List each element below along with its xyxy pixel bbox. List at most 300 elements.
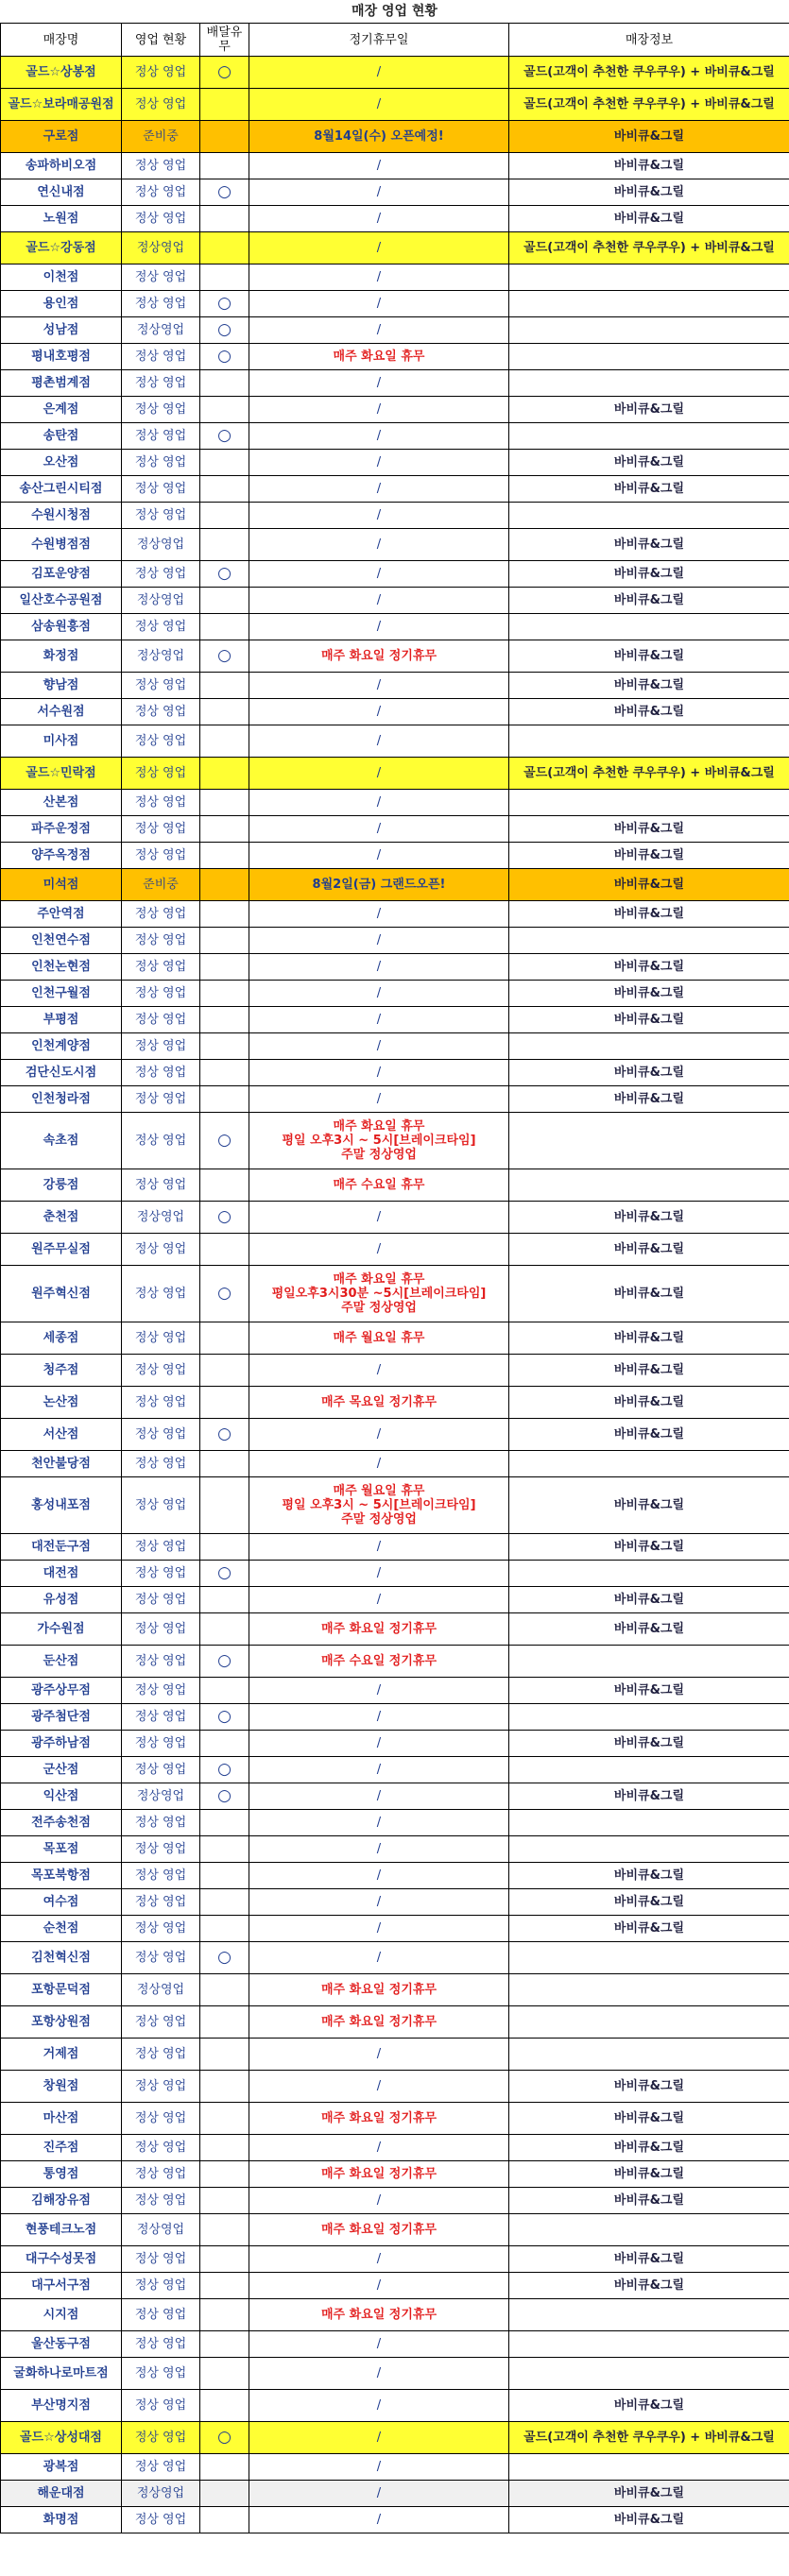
store-info-cell: 바비큐&그릴 xyxy=(509,843,789,869)
store-info-cell: 바비큐&그릴 xyxy=(509,1678,789,1704)
store-name-cell: 인천연수점 xyxy=(1,928,122,954)
status-cell: 정상영업 xyxy=(122,2214,200,2246)
store-name-cell: 골드☆강동점 xyxy=(1,232,122,264)
store-name-cell: 부평점 xyxy=(1,1007,122,1033)
holiday-cell: / xyxy=(249,1916,509,1942)
holiday-cell: / xyxy=(249,2331,509,2358)
holiday-cell: / xyxy=(249,1060,509,1086)
delivery-cell: ○ xyxy=(200,57,249,89)
store-name-cell: 논산점 xyxy=(1,1387,122,1419)
delivery-cell: ○ xyxy=(200,1113,249,1169)
holiday-cell: / xyxy=(249,2071,509,2103)
status-cell: 정상 영업 xyxy=(122,2273,200,2299)
status-cell: 정상 영업 xyxy=(122,758,200,790)
delivery-cell xyxy=(200,2039,249,2071)
store-info-cell: 바비큐&그릴 xyxy=(509,1234,789,1266)
status-cell: 정상 영업 xyxy=(122,344,200,370)
status-cell: 정상 영업 xyxy=(122,1387,200,1419)
holiday-cell: / xyxy=(249,370,509,397)
table-row xyxy=(1,816,789,843)
holiday-cell: / xyxy=(249,423,509,450)
holiday-cell xyxy=(249,1266,509,1322)
store-info-cell: 골드(고객이 추천한 쿠우쿠우) + 바비큐&그릴 xyxy=(509,2422,789,2454)
store-info-cell xyxy=(509,2214,789,2246)
table-row xyxy=(1,2422,789,2454)
status-cell: 정상영업 xyxy=(122,588,200,614)
holiday-cell: / xyxy=(249,153,509,179)
status-cell: 정상 영업 xyxy=(122,699,200,725)
table-row xyxy=(1,1060,789,1086)
store-name-cell: 천안불당점 xyxy=(1,1451,122,1477)
status-cell: 정상 영업 xyxy=(122,2103,200,2135)
store-info-cell: 바비큐&그릴 xyxy=(509,816,789,843)
table-row xyxy=(1,2454,789,2481)
store-info-cell: 바비큐&그릴 xyxy=(509,1534,789,1561)
store-info-cell xyxy=(509,1836,789,1863)
header-delivery: 배달유무 xyxy=(200,24,249,57)
table-row xyxy=(1,588,789,614)
store-info-cell: 바비큐&그릴 xyxy=(509,901,789,928)
table-row xyxy=(1,1863,789,1889)
store-name-cell: 미석점 xyxy=(1,869,122,901)
table-row xyxy=(1,264,789,291)
store-name-cell: 대전둔구점 xyxy=(1,1534,122,1561)
delivery-cell xyxy=(200,901,249,928)
table-row xyxy=(1,2358,789,2390)
store-name-cell: 원주무실점 xyxy=(1,1234,122,1266)
holiday-cell: / xyxy=(249,317,509,344)
store-name-cell: 강릉점 xyxy=(1,1169,122,1202)
delivery-cell xyxy=(200,843,249,869)
status-cell: 정상 영업 xyxy=(122,423,200,450)
table-row xyxy=(1,790,789,816)
holiday-cell: 매주 화요일 정기휴무 xyxy=(249,2299,509,2331)
store-info-cell: 바비큐&그릴 xyxy=(509,1587,789,1613)
status-cell: 정상 영업 xyxy=(122,89,200,121)
store-name-cell: 골드☆보라매공원점 xyxy=(1,89,122,121)
delivery-cell xyxy=(200,1587,249,1613)
delivery-cell xyxy=(200,1387,249,1419)
store-name-cell: 대전점 xyxy=(1,1561,122,1587)
delivery-cell xyxy=(200,121,249,153)
store-info-cell: 바비큐&그릴 xyxy=(509,1477,789,1534)
status-cell: 정상 영업 xyxy=(122,370,200,397)
store-info-cell: 바비큐&그릴 xyxy=(509,450,789,476)
delivery-cell xyxy=(200,397,249,423)
delivery-cell: ○ xyxy=(200,561,249,588)
store-info-cell xyxy=(509,614,789,640)
store-name-cell: 익산점 xyxy=(1,1783,122,1810)
store-name-cell: 화명점 xyxy=(1,2507,122,2533)
delivery-cell xyxy=(200,790,249,816)
table-row xyxy=(1,450,789,476)
holiday-cell: / xyxy=(249,1889,509,1916)
holiday-cell: / xyxy=(249,2454,509,2481)
delivery-cell xyxy=(200,153,249,179)
store-info-cell: 바비큐&그릴 xyxy=(509,981,789,1007)
holiday-cell: / xyxy=(249,2481,509,2507)
holiday-cell: / xyxy=(249,1678,509,1704)
table-row xyxy=(1,614,789,640)
delivery-cell xyxy=(200,2507,249,2533)
table-row xyxy=(1,1322,789,1355)
store-info-cell xyxy=(509,1757,789,1783)
delivery-cell xyxy=(200,1322,249,1355)
delivery-cell: ○ xyxy=(200,344,249,370)
table-row xyxy=(1,503,789,529)
holiday-cell: / xyxy=(249,1810,509,1836)
store-info-cell: 바비큐&그릴 xyxy=(509,588,789,614)
holiday-cell: / xyxy=(249,1942,509,1974)
holiday-cell: / xyxy=(249,2273,509,2299)
holiday-cell: / xyxy=(249,179,509,206)
store-name-cell: 청주점 xyxy=(1,1355,122,1387)
holiday-cell: / xyxy=(249,725,509,758)
table-row xyxy=(1,640,789,673)
status-cell: 정상영업 xyxy=(122,2481,200,2507)
holiday-cell: / xyxy=(249,1863,509,1889)
status-cell: 정상 영업 xyxy=(122,614,200,640)
store-info-cell xyxy=(509,1942,789,1974)
store-info-cell: 바비큐&그릴 xyxy=(509,2071,789,2103)
store-info-cell xyxy=(509,1646,789,1678)
store-name-cell: 미사점 xyxy=(1,725,122,758)
status-cell: 정상 영업 xyxy=(122,2246,200,2273)
status-cell: 정상 영업 xyxy=(122,1355,200,1387)
delivery-cell: ○ xyxy=(200,1202,249,1234)
holiday-cell: / xyxy=(249,954,509,981)
header-holiday: 정기휴무일 xyxy=(249,24,509,57)
store-name-cell: 화정점 xyxy=(1,640,122,673)
table-row xyxy=(1,1613,789,1646)
store-name-cell: 검단신도시점 xyxy=(1,1060,122,1086)
status-cell: 정상영업 xyxy=(122,1202,200,1234)
delivery-cell xyxy=(200,1889,249,1916)
store-name-cell: 대구서구점 xyxy=(1,2273,122,2299)
table-row xyxy=(1,89,789,121)
store-name-cell: 굴화하나로마트점 xyxy=(1,2358,122,2390)
store-info-cell: 바비큐&그릴 xyxy=(509,1419,789,1451)
table-row xyxy=(1,2188,789,2214)
holiday-cell: / xyxy=(249,1783,509,1810)
page-title: 매장 영업 현황 xyxy=(352,4,437,19)
delivery-cell xyxy=(200,725,249,758)
holiday-cell: 매주 화요일 정기휴무 xyxy=(249,2103,509,2135)
table-row xyxy=(1,954,789,981)
store-name-cell: 속초점 xyxy=(1,1113,122,1169)
delivery-cell xyxy=(200,264,249,291)
status-cell: 정상 영업 xyxy=(122,291,200,317)
table-row xyxy=(1,206,789,232)
table-row xyxy=(1,2331,789,2358)
delivery-cell xyxy=(200,476,249,503)
holiday-cell: / xyxy=(249,291,509,317)
status-cell: 정상 영업 xyxy=(122,2161,200,2188)
table-row xyxy=(1,1419,789,1451)
status-cell: 정상영업 xyxy=(122,640,200,673)
delivery-cell xyxy=(200,1613,249,1646)
header-row xyxy=(1,24,789,57)
table-row xyxy=(1,561,789,588)
delivery-cell xyxy=(200,954,249,981)
delivery-cell xyxy=(200,1916,249,1942)
delivery-cell: ○ xyxy=(200,1942,249,1974)
holiday-cell: / xyxy=(249,1451,509,1477)
table-row xyxy=(1,2214,789,2246)
store-name-cell: 인천구월점 xyxy=(1,981,122,1007)
table-row xyxy=(1,1783,789,1810)
delivery-cell xyxy=(200,2273,249,2299)
store-info-cell: 바비큐&그릴 xyxy=(509,1783,789,1810)
store-table xyxy=(0,23,789,2533)
store-info-cell xyxy=(509,2454,789,2481)
store-name-cell: 여수점 xyxy=(1,1889,122,1916)
status-cell: 정상 영업 xyxy=(122,2188,200,2214)
table-row xyxy=(1,2273,789,2299)
header-status: 영업 현황 xyxy=(122,24,200,57)
holiday-cell: / xyxy=(249,232,509,264)
table-row xyxy=(1,2103,789,2135)
store-info-cell: 바비큐&그릴 xyxy=(509,640,789,673)
status-cell: 정상 영업 xyxy=(122,57,200,89)
store-name-cell: 창원점 xyxy=(1,2071,122,2103)
store-name-cell: 송탄점 xyxy=(1,423,122,450)
holiday-line: 주말 정상영업 xyxy=(341,1512,417,1527)
holiday-cell: / xyxy=(249,476,509,503)
table-row xyxy=(1,476,789,503)
store-name-cell: 인천계양점 xyxy=(1,1033,122,1060)
store-info-cell: 바비큐&그릴 xyxy=(509,2273,789,2299)
delivery-cell: ○ xyxy=(200,317,249,344)
holiday-cell: / xyxy=(249,816,509,843)
holiday-line: 평일오후3시30분 ~5시[브레이크타임] xyxy=(271,1287,487,1301)
delivery-cell xyxy=(200,2071,249,2103)
store-info-cell: 바비큐&그릴 xyxy=(509,1355,789,1387)
store-info-cell: 바비큐&그릴 xyxy=(509,869,789,901)
status-cell: 정상 영업 xyxy=(122,1916,200,1942)
store-name-cell: 김포운양점 xyxy=(1,561,122,588)
delivery-cell xyxy=(200,232,249,264)
table-row xyxy=(1,1974,789,2006)
store-info-cell xyxy=(509,1561,789,1587)
store-info-cell xyxy=(509,2006,789,2039)
delivery-cell xyxy=(200,1836,249,1863)
store-name-cell: 마산점 xyxy=(1,2103,122,2135)
status-cell: 정상 영업 xyxy=(122,397,200,423)
table-row xyxy=(1,370,789,397)
table-row xyxy=(1,928,789,954)
delivery-cell xyxy=(200,2246,249,2273)
holiday-cell: / xyxy=(249,2358,509,2390)
store-info-cell: 골드(고객이 추천한 쿠우쿠우) + 바비큐&그릴 xyxy=(509,232,789,264)
store-name-cell: 유성점 xyxy=(1,1587,122,1613)
store-name-cell: 오산점 xyxy=(1,450,122,476)
status-cell: 정상 영업 xyxy=(122,2135,200,2161)
store-name-cell: 광주첨단점 xyxy=(1,1704,122,1731)
table-row xyxy=(1,1534,789,1561)
status-cell: 준비중 xyxy=(122,121,200,153)
status-cell: 정상 영업 xyxy=(122,179,200,206)
table-row xyxy=(1,232,789,264)
store-name-cell: 춘천점 xyxy=(1,1202,122,1234)
table-row xyxy=(1,843,789,869)
holiday-line: 평일 오후3시 ~ 5시[브레이크타임] xyxy=(282,1498,476,1512)
status-cell: 정상 영업 xyxy=(122,928,200,954)
delivery-cell xyxy=(200,758,249,790)
status-cell: 정상영업 xyxy=(122,529,200,561)
table-row xyxy=(1,1234,789,1266)
table-row xyxy=(1,1757,789,1783)
table-row xyxy=(1,1202,789,1234)
table-row xyxy=(1,1086,789,1113)
status-cell: 정상 영업 xyxy=(122,1266,200,1322)
store-info-cell xyxy=(509,1169,789,1202)
store-info-cell: 바비큐&그릴 xyxy=(509,206,789,232)
delivery-cell: ○ xyxy=(200,2422,249,2454)
store-name-cell: 거제점 xyxy=(1,2039,122,2071)
store-info-cell: 바비큐&그릴 xyxy=(509,699,789,725)
store-info-cell: 바비큐&그릴 xyxy=(509,954,789,981)
delivery-cell: ○ xyxy=(200,1266,249,1322)
table-row xyxy=(1,1704,789,1731)
delivery-cell xyxy=(200,370,249,397)
holiday-cell: / xyxy=(249,1033,509,1060)
delivery-cell xyxy=(200,1086,249,1113)
holiday-cell: / xyxy=(249,1561,509,1587)
table-row xyxy=(1,1387,789,1419)
holiday-cell xyxy=(249,1113,509,1169)
holiday-cell: / xyxy=(249,1731,509,1757)
delivery-cell xyxy=(200,1033,249,1060)
status-cell: 정상 영업 xyxy=(122,1704,200,1731)
table-row xyxy=(1,1916,789,1942)
holiday-cell: / xyxy=(249,1587,509,1613)
holiday-cell: 매주 화요일 정기휴무 xyxy=(249,2214,509,2246)
table-row xyxy=(1,673,789,699)
store-name-cell: 수원시청점 xyxy=(1,503,122,529)
delivery-cell xyxy=(200,614,249,640)
status-cell: 정상 영업 xyxy=(122,2331,200,2358)
table-row xyxy=(1,1451,789,1477)
delivery-cell xyxy=(200,1731,249,1757)
holiday-line: 매주 화요일 휴무 xyxy=(333,1272,425,1287)
holiday-cell: / xyxy=(249,561,509,588)
store-name-cell: 원주혁신점 xyxy=(1,1266,122,1322)
delivery-cell xyxy=(200,1007,249,1033)
store-name-cell: 전주송천점 xyxy=(1,1810,122,1836)
delivery-cell: ○ xyxy=(200,1419,249,1451)
store-name-cell: 시지점 xyxy=(1,2299,122,2331)
table-row xyxy=(1,758,789,790)
holiday-cell: 매주 목요일 정기휴무 xyxy=(249,1387,509,1419)
store-name-cell: 인천논현점 xyxy=(1,954,122,981)
store-name-cell: 통영점 xyxy=(1,2161,122,2188)
store-name-cell: 주안역점 xyxy=(1,901,122,928)
delivery-cell xyxy=(200,673,249,699)
table-row xyxy=(1,2039,789,2071)
store-name-cell: 은계점 xyxy=(1,397,122,423)
store-name-cell: 서수원점 xyxy=(1,699,122,725)
store-info-cell: 바비큐&그릴 xyxy=(509,2246,789,2273)
store-info-cell: 바비큐&그릴 xyxy=(509,2188,789,2214)
store-info-cell xyxy=(509,2358,789,2390)
store-info-cell: 바비큐&그릴 xyxy=(509,2135,789,2161)
table-row xyxy=(1,153,789,179)
delivery-cell: ○ xyxy=(200,291,249,317)
delivery-cell xyxy=(200,1234,249,1266)
store-name-cell: 둔산점 xyxy=(1,1646,122,1678)
table-row xyxy=(1,869,789,901)
store-name-cell: 포항문덕점 xyxy=(1,1974,122,2006)
delivery-cell xyxy=(200,450,249,476)
holiday-cell: / xyxy=(249,206,509,232)
delivery-cell: ○ xyxy=(200,423,249,450)
holiday-cell: / xyxy=(249,758,509,790)
store-name-cell: 구로점 xyxy=(1,121,122,153)
delivery-cell xyxy=(200,89,249,121)
holiday-cell: / xyxy=(249,699,509,725)
delivery-cell xyxy=(200,1477,249,1534)
status-cell: 정상 영업 xyxy=(122,2358,200,2390)
store-info-cell: 바비큐&그릴 xyxy=(509,2481,789,2507)
status-cell: 정상 영업 xyxy=(122,816,200,843)
status-cell: 정상 영업 xyxy=(122,1587,200,1613)
table-row xyxy=(1,2390,789,2422)
store-info-cell: 바비큐&그릴 xyxy=(509,1266,789,1322)
status-cell: 정상영업 xyxy=(122,232,200,264)
store-info-cell: 바비큐&그릴 xyxy=(509,1086,789,1113)
store-name-cell: 노원점 xyxy=(1,206,122,232)
table-row xyxy=(1,1007,789,1033)
store-name-cell: 목포북항점 xyxy=(1,1863,122,1889)
holiday-cell: / xyxy=(249,1534,509,1561)
table-row xyxy=(1,2006,789,2039)
store-info-cell xyxy=(509,928,789,954)
table-row xyxy=(1,1731,789,1757)
status-cell: 정상 영업 xyxy=(122,1646,200,1678)
store-name-cell: 용인점 xyxy=(1,291,122,317)
status-cell: 정상영업 xyxy=(122,317,200,344)
holiday-line: 평일 오후3시 ~ 5시[브레이크타임] xyxy=(282,1134,476,1148)
store-info-cell xyxy=(509,2039,789,2071)
store-name-cell: 광주하남점 xyxy=(1,1731,122,1757)
store-info-cell xyxy=(509,503,789,529)
holiday-cell: 8월14일(수) 오픈예정! xyxy=(249,121,509,153)
holiday-cell: 매주 월요일 휴무 xyxy=(249,1322,509,1355)
store-name-cell: 파주운정점 xyxy=(1,816,122,843)
table-row xyxy=(1,2246,789,2273)
status-cell: 정상 영업 xyxy=(122,1322,200,1355)
store-name-cell: 평내호평점 xyxy=(1,344,122,370)
store-info-cell: 골드(고객이 추천한 쿠우쿠우) + 바비큐&그릴 xyxy=(509,57,789,89)
store-name-cell: 삼송원흥점 xyxy=(1,614,122,640)
store-name-cell: 이천점 xyxy=(1,264,122,291)
delivery-cell xyxy=(200,588,249,614)
store-name-cell: 순천점 xyxy=(1,1916,122,1942)
store-name-cell: 골드☆상성대점 xyxy=(1,2422,122,2454)
delivery-cell xyxy=(200,1678,249,1704)
status-cell: 정상 영업 xyxy=(122,1451,200,1477)
delivery-cell xyxy=(200,2188,249,2214)
store-name-cell: 골드☆민락점 xyxy=(1,758,122,790)
store-name-cell: 대구수성못점 xyxy=(1,2246,122,2273)
store-info-cell xyxy=(509,1704,789,1731)
delivery-cell xyxy=(200,1810,249,1836)
status-cell: 정상 영업 xyxy=(122,264,200,291)
table-row xyxy=(1,397,789,423)
store-info-cell xyxy=(509,1810,789,1836)
holiday-cell: / xyxy=(249,2507,509,2533)
